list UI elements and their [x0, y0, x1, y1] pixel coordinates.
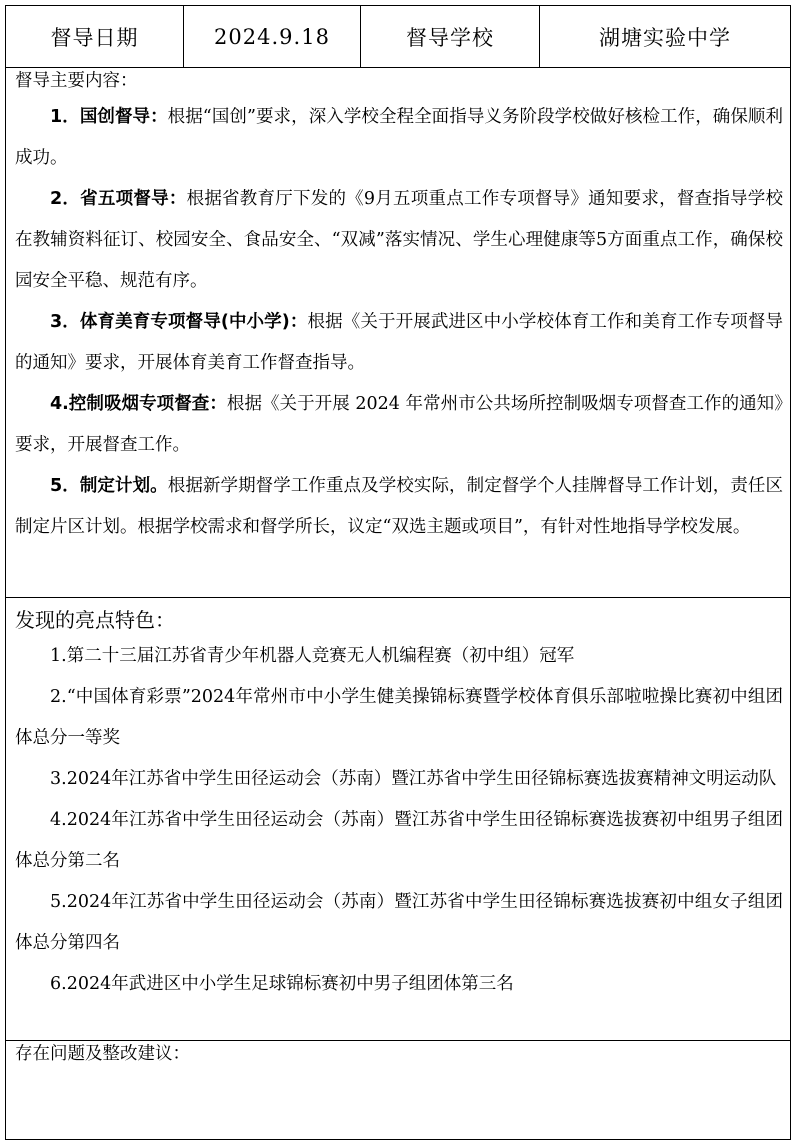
content-item: [15, 384, 783, 466]
content-item-text: 根据省教育厅下发的《9月五项重点工作专项督导》通知要求，督查指导学校在教辅资料征订、校园安全、食品安全、“双减”落实情况、学生心理健康等5方面重点工作，确保校园安全平稳、规范有序。: [15, 189, 783, 291]
content-item-heading: 5．制定计划。: [50, 476, 168, 496]
school-value: 湖塘实验中学: [599, 25, 731, 50]
issues-section: [6, 1041, 790, 1139]
content-item-text: 根据《关于开展 2024 年常州市公共场所控制吸烟专项督查工作的通知》要求，开展督查工作。: [15, 394, 783, 455]
highlight-item: 5.2024年江苏省中学生田径运动会（苏南）暨江苏省中学生田径锦标赛选拔赛初中组女子组团体总分第四名: [15, 892, 783, 953]
content-item: [15, 466, 783, 548]
highlights-title: 发现的亮点特色：: [15, 608, 175, 632]
content-item-text: 根据“国创”要求，深入学校全程全面指导义务阶段学校做好核检工作，确保顺利成功。: [15, 107, 783, 168]
content-item-heading: 1．国创督导：: [50, 107, 168, 127]
content-item: [15, 302, 783, 384]
highlight-item: 6.2024年武进区中小学生足球锦标赛初中男子组团体第三名: [50, 974, 514, 994]
content-item-heading: 4.控制吸烟专项督查：: [50, 394, 227, 414]
supervision-report-table: [5, 5, 791, 1140]
content-item-text: 根据新学期督学工作重点及学校实际，制定督学个人挂牌督导工作计划，责任区制定片区计划。根据学校需求和督学所长，议定“双选主题或项目”，有针对性地指导学校发展。: [15, 476, 783, 537]
content-item: [15, 179, 783, 302]
highlight-item: 1.第二十三届江苏省青少年机器人竞赛无人机编程赛（初中组）冠军: [50, 646, 575, 666]
main-content-title: 督导主要内容：: [15, 71, 138, 91]
highlight-item: 2.“中国体育彩票”2024年常州市中小学生健美操锦标赛暨学校体育俱乐部啦啦操比赛初中组团体总分一等奖: [15, 687, 783, 748]
content-item-heading: 3．体育美育专项督导(中小学)：: [50, 312, 308, 332]
highlight-item: 3.2024年江苏省中学生田径运动会（苏南）暨江苏省中学生田径锦标赛选拔赛精神文明运动队: [50, 769, 777, 789]
issues-title: 存在问题及整改建议：: [15, 1044, 190, 1064]
school-label: 督导学校: [361, 6, 540, 67]
highlight-item: 4.2024年江苏省中学生田径运动会（苏南）暨江苏省中学生田径锦标赛选拔赛初中组男子组团体总分第二名: [15, 810, 783, 871]
content-item-heading: 2．省五项督导：: [50, 189, 187, 209]
header-row: [6, 6, 790, 68]
highlights-section: [6, 598, 790, 1041]
main-content-section: [6, 68, 790, 598]
date-label: 督导日期: [6, 6, 184, 67]
content-item-text: 根据《关于开展武进区中小学校体育工作和美育工作专项督导的通知》要求，开展体育美育工作督查指导。: [15, 312, 784, 373]
content-item: [15, 97, 783, 179]
date-value: 2024.9.18: [184, 6, 361, 67]
